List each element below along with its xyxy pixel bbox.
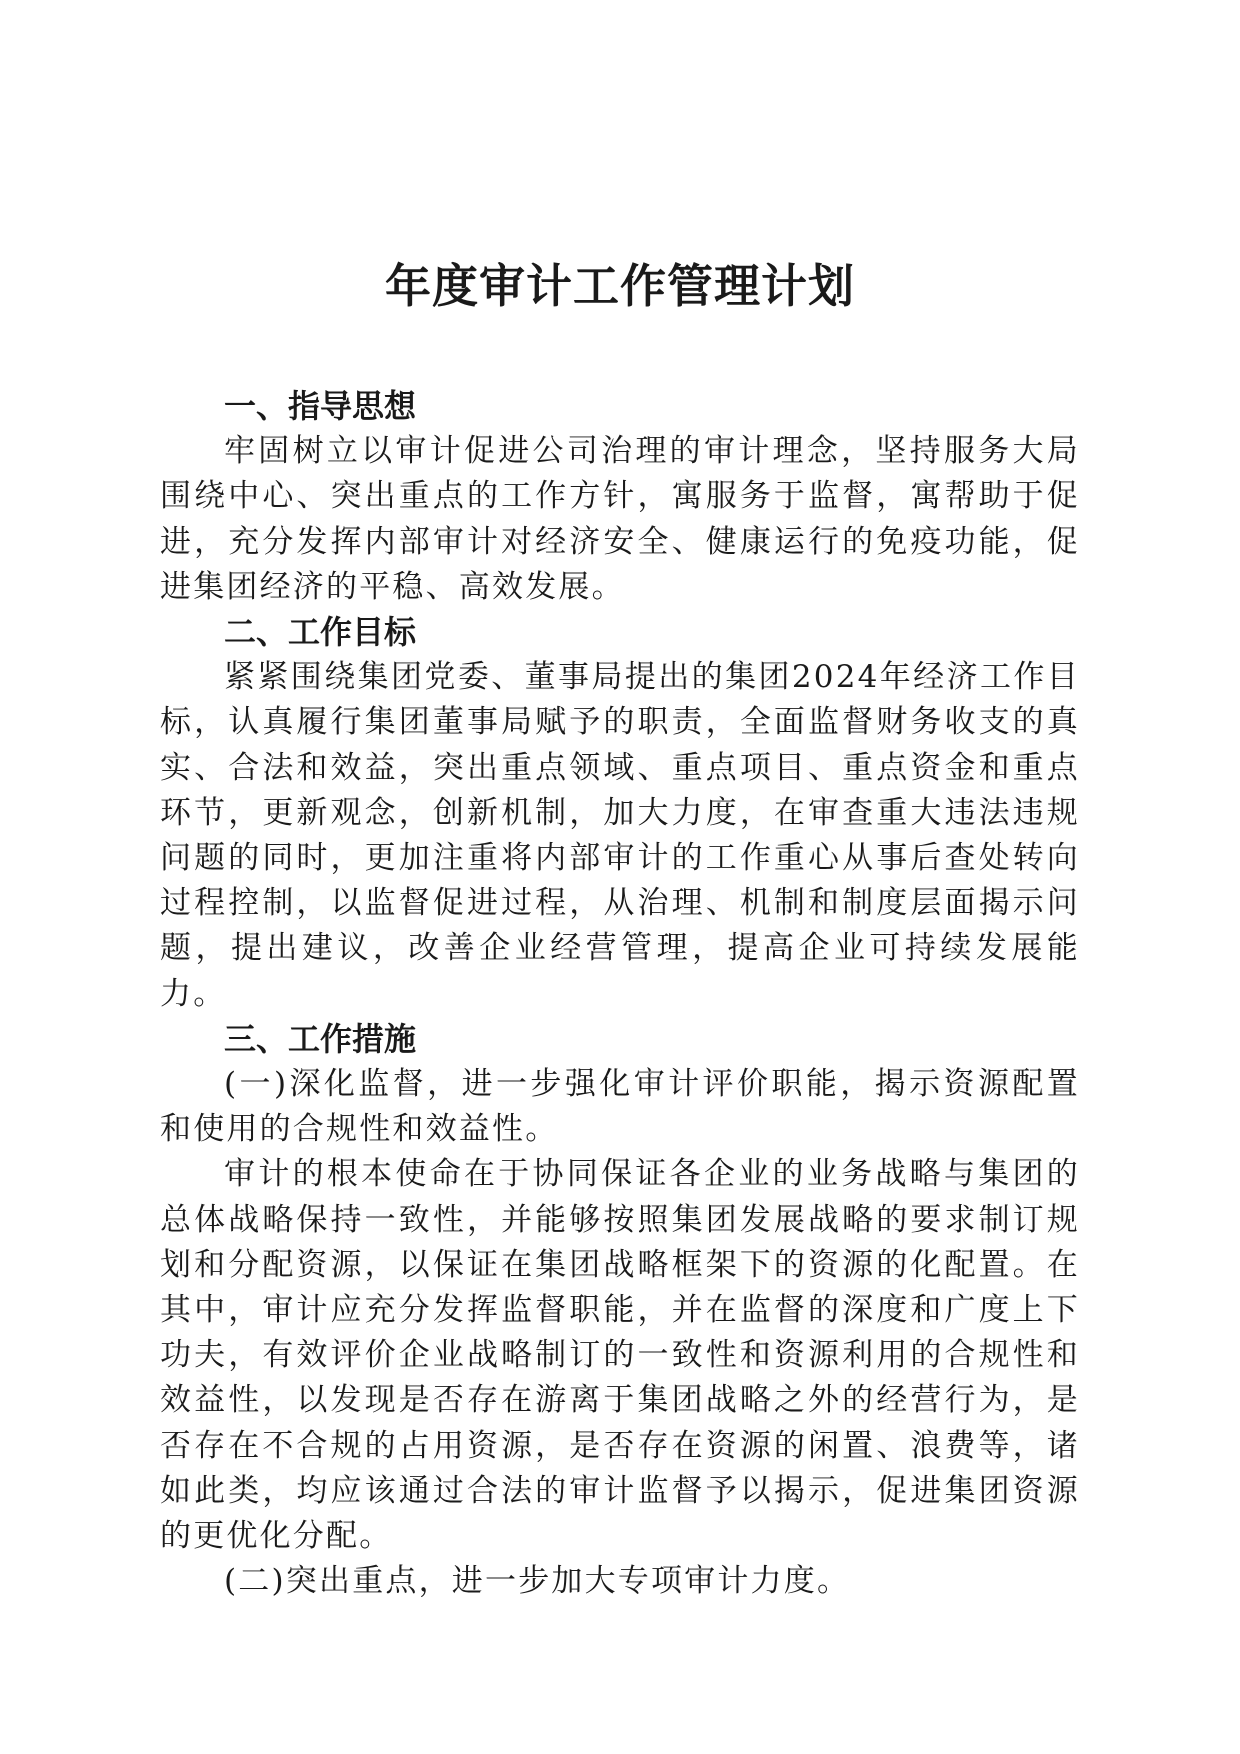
paragraph-guiding-ideology: 牢固树立以审计促进公司治理的审计理念，坚持服务大局围绕中心、突出重点的工作方针，寓服务于监督，寓帮助于促进，充分发挥内部审计对经济安全、健康运行的免疫功能，促进集团经济的平稳、高效发展。 [160,433,1080,605]
section-heading-work-goals: 二、工作目标 [224,613,417,651]
section-heading-guiding-ideology: 一、指导思想 [224,387,417,425]
document-body [160,384,1080,1604]
paragraph-work-goals: 紧紧围绕集团党委、董事局提出的集团2024年经济工作目标，认真履行集团董事局赋予的职责，全面监督财务收支的真实、合法和效益，突出重点领域、重点项目、重点资金和重点环节，更新观念，创新机制，加大力度，在审查重大违法违规问题的同时，更加注重将内部审计的工作重心从事后查处转向过程控制，以监督促进过程，从治理、机制和制度层面揭示问题，提出建议，改善企业经营管理，提高企业可持续发展能力。 [160,659,1080,1012]
document-title: 年度审计工作管理计划 [385,259,855,313]
paragraph-audit-mission: 审计的根本使命在于协同保证各企业的业务战略与集团的总体战略保持一致性，并能够按照集团发展战略的要求制订规划和分配资源，以保证在集团战略框架下的资源的化配置。在其中，审计应充分发挥监督职能，并在监督的深度和广度上下功夫，有效评价企业战略制订的一致性和资源利用的合规性和效益性，以发现是否存在游离于集团战略之外的经营行为，是否存在不合规的占用资源，是否存在资源的闲置、浪费等，诸如此类，均应该通过合法的审计监督予以揭示，促进集团资源的更优化分配。 [160,1156,1080,1555]
subheading-special-audits: (二)突出重点，进一步加大专项审计力度。 [224,1563,851,1600]
section-heading-work-measures: 三、工作措施 [224,1019,417,1058]
subheading-deepen-supervision: (一)深化监督，进一步强化审计评价职能，揭示资源配置和使用的合规性和效益性。 [160,1066,1080,1148]
